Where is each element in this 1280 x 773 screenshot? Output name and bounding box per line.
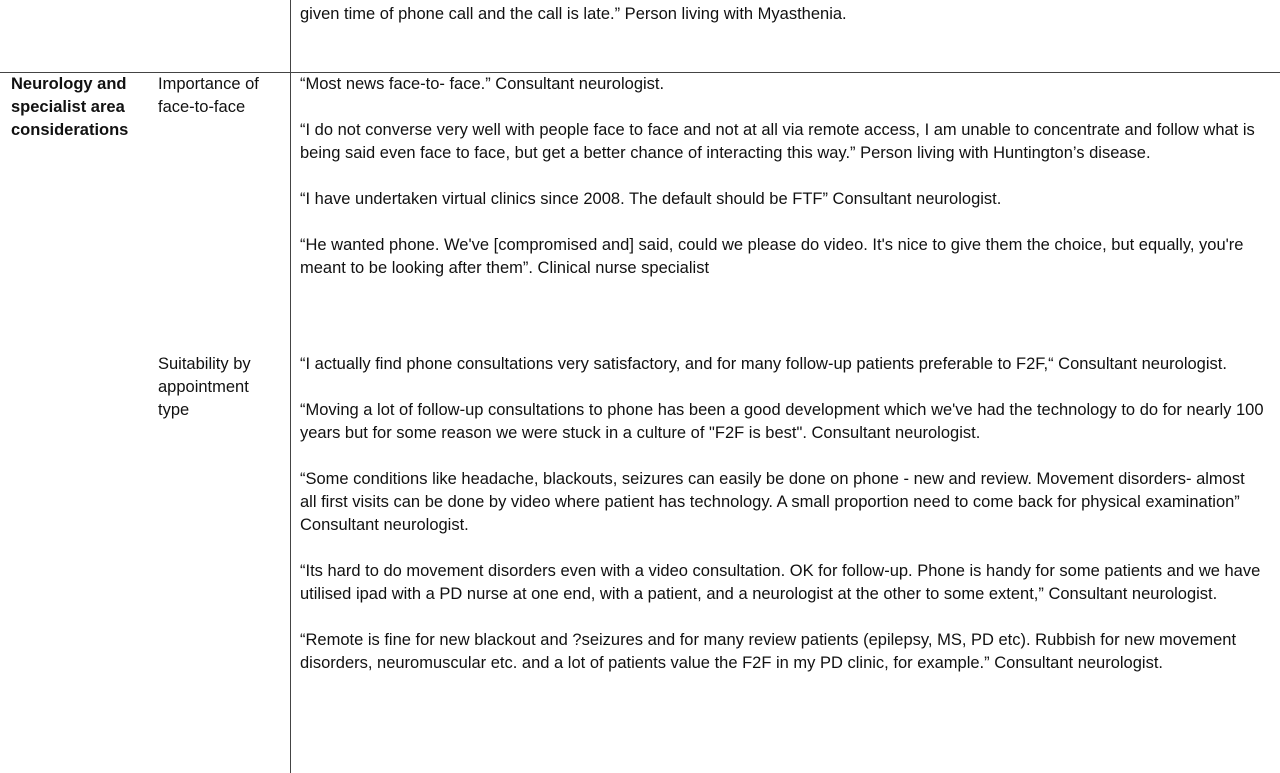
subtheme-label-appointment-type: Suitability by appointment type [158, 355, 251, 419]
quote-text: “Its hard to do movement disorders even with a video consultation. OK for follow-up. Phone is handy for some patients and we have utilised ipad with a PD nurse at one end, with a patient, and a neurologist at the other to some extent,” Consultant neurologist. [300, 562, 1261, 603]
column-divider-main [290, 73, 291, 773]
quote-text: given time of phone call and the call is late.” Person living with Myasthenia. [300, 5, 847, 23]
quote-text: “I actually find phone consultations very satisfactory, and for many follow-up patients preferable to F2F,“ Consultant neurologist. [300, 355, 1227, 373]
quotes-appointment-type [300, 353, 1265, 675]
quote-text: “I do not converse very well with people face to face and not at all via remote access, I am unable to concentrate and follow what is being said even face to face, but get a better chance of interacting this way.” Person living with Huntington’s disease. [300, 121, 1255, 162]
quotes-face-to-face [300, 73, 1265, 280]
subtheme-label-face-to-face: Importance of face-to-face [158, 75, 259, 116]
quote-text: “He wanted phone. We've [compromised and] said, could we please do video. It's nice to give them the choice, but equally, you're meant to be looking after them”. Clinical nurse specialist [300, 236, 1244, 277]
quote-text: “Moving a lot of follow-up consultations to phone has been a good development which we've had the technology to do for nearly 100 years but for some reason we were stuck in a culture of "F2F is best". Consultant neurologist. [300, 401, 1264, 442]
top-row-quote-cell [300, 3, 1265, 26]
quote-text: “I have undertaken virtual clinics since 2008. The default should be FTF” Consultant neurologist. [300, 190, 1002, 208]
theme-label: Neurology and specialist area considerations [11, 75, 129, 139]
quote-text: “Some conditions like headache, blackouts, seizures can easily be done on phone - new and review. Movement disorders- almost all first visits can be done by video where patient has technology. A small proportion need to come back for physical examination” Consultant neurologist. [300, 470, 1245, 534]
quote-text: “Most news face-to- face.” Consultant neurologist. [300, 75, 665, 93]
column-divider-top [290, 0, 291, 72]
quote-text: “Remote is fine for new blackout and ?seizures and for many review patients (epilepsy, MS, PD etc). Rubbish for new movement disorders, neuromuscular etc. and a lot of patients value the F2F in my PD clinic, for example.” Consultant neurologist. [300, 631, 1237, 672]
